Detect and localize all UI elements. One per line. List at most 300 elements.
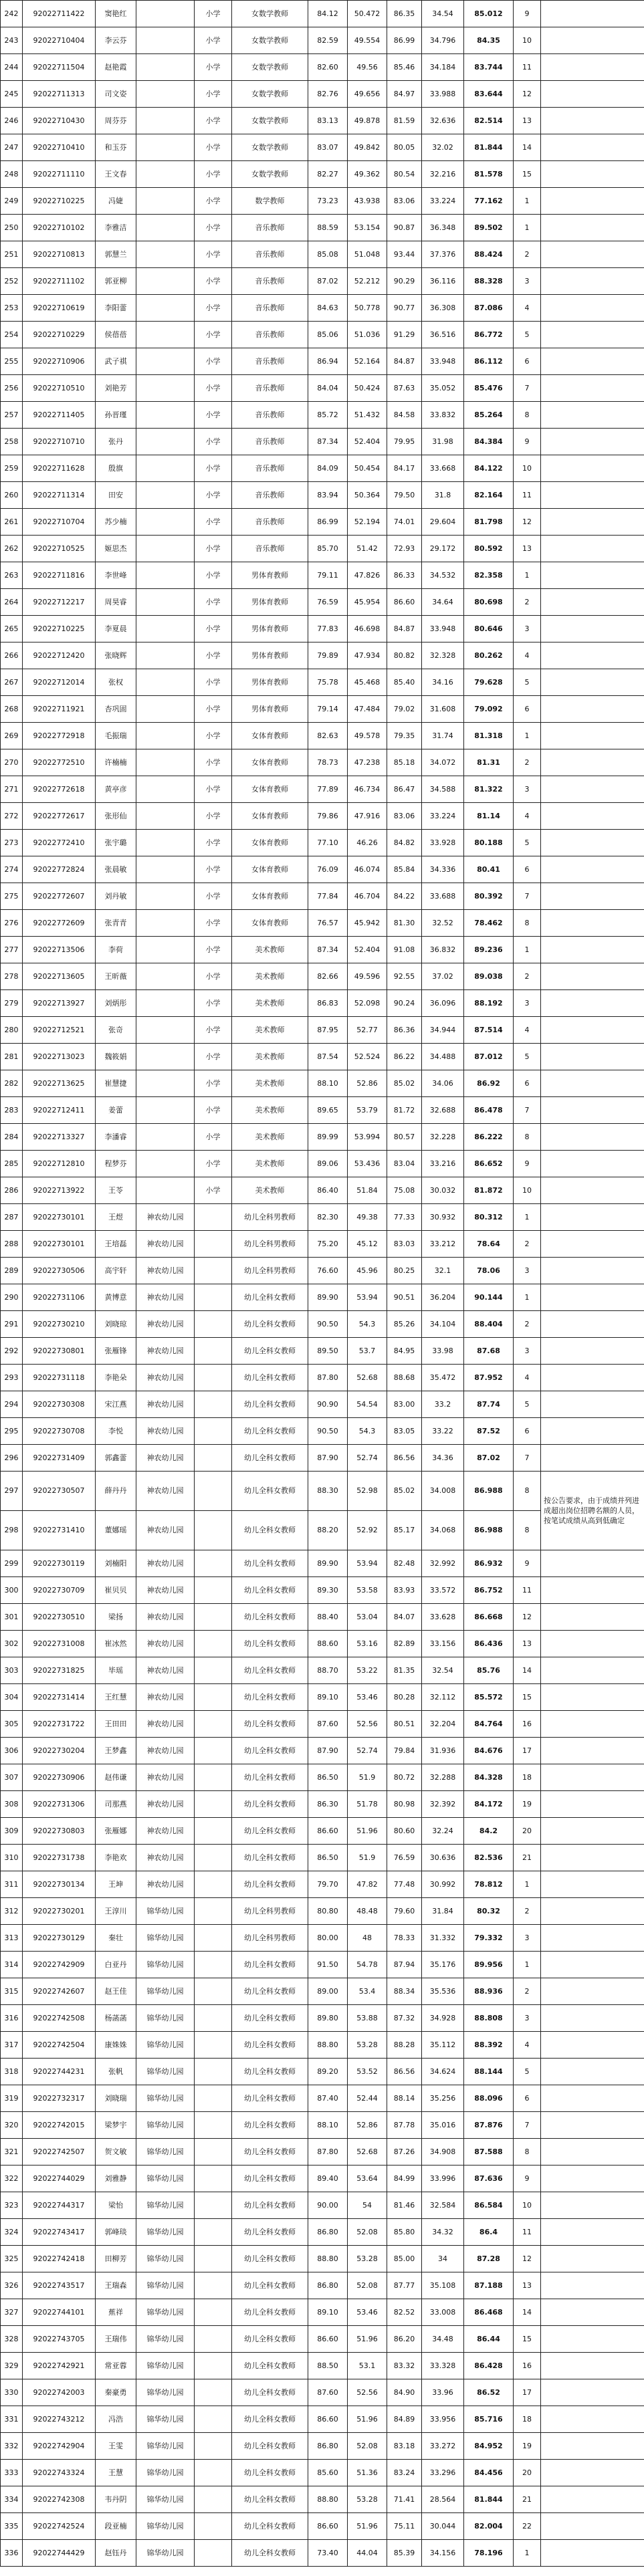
interview-score-cell: 84.58 — [387, 402, 422, 429]
interview-score-cell: 84.99 — [387, 2165, 422, 2192]
school-level-cell: 小学 — [195, 455, 232, 482]
candidate-name-cell: 刘丹敏 — [96, 883, 136, 910]
position-name-cell: 女数学教师 — [232, 108, 308, 134]
interview-score-cell: 83.04 — [387, 1151, 422, 1177]
interview-score-cell: 79.60 — [387, 1898, 422, 1925]
total-score-cell: 86.988 — [464, 1472, 514, 1511]
position-name-cell: 幼儿全科女教师 — [232, 1511, 308, 1550]
rank-cell: 9 — [514, 1151, 541, 1177]
school-name-cell: 锦华幼儿园 — [136, 2246, 195, 2272]
rank-cell: 13 — [514, 108, 541, 134]
school-level-cell: 小学 — [195, 696, 232, 723]
rank-cell: 10 — [514, 1177, 541, 1204]
written-weighted-cell: 52.404 — [348, 937, 387, 963]
total-score-cell: 81.798 — [464, 509, 514, 536]
exam-number-cell: 92022742507 — [23, 2139, 96, 2165]
exam-number-cell: 92022713327 — [23, 1124, 96, 1151]
written-weighted-cell: 47.82 — [348, 1871, 387, 1898]
school-level-cell — [195, 1604, 232, 1631]
remark-cell — [541, 1898, 644, 1925]
remark-cell — [541, 322, 644, 348]
row-index-cell: 257 — [1, 402, 23, 429]
written-score-cell: 90.00 — [308, 2192, 348, 2219]
row-index-cell: 253 — [1, 295, 23, 322]
row-index-cell: 275 — [1, 883, 23, 910]
remark-note-cell: 按公告要求，由于成绩并列进成超出岗位招聘名额的人员，按笔试成绩从高到低确定 — [541, 1472, 644, 1550]
school-level-cell: 小学 — [195, 215, 232, 241]
row-index-cell: 274 — [1, 856, 23, 883]
interview-weighted-cell: 36.516 — [422, 322, 464, 348]
rank-cell: 15 — [514, 1684, 541, 1711]
total-score-cell: 78.812 — [464, 1871, 514, 1898]
table-row — [1, 1631, 644, 1657]
school-level-cell: 小学 — [195, 1177, 232, 1204]
candidate-name-cell: 李荷 — [96, 937, 136, 963]
written-weighted-cell: 49.596 — [348, 963, 387, 990]
school-level-cell — [195, 2353, 232, 2379]
candidate-name-cell: 李云芬 — [96, 27, 136, 54]
table-row — [1, 134, 644, 161]
position-name-cell: 音乐教师 — [232, 215, 308, 241]
candidate-name-cell: 程梦芬 — [96, 1151, 136, 1177]
rank-cell: 9 — [514, 1550, 541, 1577]
position-name-cell: 音乐教师 — [232, 241, 308, 268]
remark-cell — [541, 348, 644, 375]
exam-number-cell: 92022742607 — [23, 1978, 96, 2005]
school-level-cell: 小学 — [195, 108, 232, 134]
interview-weighted-cell: 33.572 — [422, 1577, 464, 1604]
total-score-cell: 81.872 — [464, 1177, 514, 1204]
remark-cell — [541, 2005, 644, 2032]
row-index-cell: 335 — [1, 2513, 23, 2540]
table-row — [1, 1284, 644, 1311]
candidate-name-cell: 张雁锋 — [96, 1338, 136, 1365]
row-index-cell: 327 — [1, 2299, 23, 2326]
school-name-cell — [136, 134, 195, 161]
score-table-body — [1, 1, 644, 2567]
rank-cell: 5 — [514, 2059, 541, 2085]
exam-number-cell: 92022713023 — [23, 1044, 96, 1070]
exam-number-cell: 92022744429 — [23, 2540, 96, 2567]
exam-number-cell: 92022710430 — [23, 108, 96, 134]
position-name-cell: 幼儿全科女教师 — [232, 1738, 308, 1764]
total-score-cell: 78.196 — [464, 2540, 514, 2567]
remark-cell — [541, 1684, 644, 1711]
table-row — [1, 1657, 644, 1684]
exam-number-cell: 92022743417 — [23, 2219, 96, 2246]
rank-cell: 13 — [514, 1631, 541, 1657]
rank-cell: 6 — [514, 1070, 541, 1097]
row-index-cell: 251 — [1, 241, 23, 268]
school-name-cell: 神农幼儿园 — [136, 1871, 195, 1898]
table-row — [1, 2219, 644, 2246]
remark-cell — [541, 2059, 644, 2085]
row-index-cell: 303 — [1, 1657, 23, 1684]
interview-weighted-cell: 34.184 — [422, 54, 464, 81]
rank-cell: 5 — [514, 669, 541, 696]
table-row — [1, 215, 644, 241]
school-level-cell — [195, 2246, 232, 2272]
position-name-cell: 女体育教师 — [232, 749, 308, 776]
interview-score-cell: 86.47 — [387, 776, 422, 803]
interview-weighted-cell: 31.608 — [422, 696, 464, 723]
rank-cell: 7 — [514, 1097, 541, 1124]
interview-score-cell: 87.26 — [387, 2139, 422, 2165]
school-name-cell — [136, 830, 195, 856]
candidate-name-cell: 李夏晨 — [96, 616, 136, 642]
candidate-name-cell: 王昕薇 — [96, 963, 136, 990]
school-level-cell: 小学 — [195, 830, 232, 856]
total-score-cell: 83.744 — [464, 54, 514, 81]
school-name-cell — [136, 375, 195, 402]
school-level-cell: 小学 — [195, 856, 232, 883]
exam-number-cell: 92022710404 — [23, 27, 96, 54]
school-level-cell: 小学 — [195, 322, 232, 348]
remark-cell — [541, 2165, 644, 2192]
remark-cell — [541, 910, 644, 937]
candidate-name-cell: 崔冰然 — [96, 1631, 136, 1657]
remark-cell — [541, 856, 644, 883]
rank-cell: 3 — [514, 1258, 541, 1284]
rank-cell: 12 — [514, 2246, 541, 2272]
row-index-cell: 320 — [1, 2112, 23, 2139]
rank-cell: 10 — [514, 455, 541, 482]
total-score-cell: 88.808 — [464, 2005, 514, 2032]
position-name-cell: 女体育教师 — [232, 830, 308, 856]
rank-cell: 8 — [514, 1472, 541, 1511]
row-index-cell: 280 — [1, 1017, 23, 1044]
position-name-cell: 美术教师 — [232, 1177, 308, 1204]
interview-score-cell: 93.44 — [387, 241, 422, 268]
table-row — [1, 1952, 644, 1978]
rank-cell: 5 — [514, 322, 541, 348]
position-name-cell: 男体育教师 — [232, 616, 308, 642]
written-weighted-cell: 52.74 — [348, 1738, 387, 1764]
written-score-cell: 89.99 — [308, 1124, 348, 1151]
remark-cell — [541, 295, 644, 322]
written-score-cell: 87.60 — [308, 2379, 348, 2406]
total-score-cell: 80.41 — [464, 856, 514, 883]
candidate-name-cell: 李艳欢 — [96, 1845, 136, 1871]
interview-weighted-cell: 34.072 — [422, 749, 464, 776]
exam-number-cell: 92022742418 — [23, 2246, 96, 2272]
written-weighted-cell: 50.424 — [348, 375, 387, 402]
position-name-cell: 女数学教师 — [232, 54, 308, 81]
interview-weighted-cell: 34.54 — [422, 1, 464, 27]
exam-number-cell: 92022732317 — [23, 2085, 96, 2112]
interview-weighted-cell: 32.328 — [422, 642, 464, 669]
written-weighted-cell: 52.098 — [348, 990, 387, 1017]
written-score-cell: 87.34 — [308, 429, 348, 455]
interview-weighted-cell: 33.98 — [422, 1338, 464, 1365]
written-weighted-cell: 51.78 — [348, 1791, 387, 1818]
school-level-cell — [195, 2219, 232, 2246]
interview-score-cell: 86.20 — [387, 2326, 422, 2353]
candidate-name-cell: 王淳川 — [96, 1898, 136, 1925]
written-score-cell: 82.63 — [308, 723, 348, 749]
school-level-cell — [195, 2192, 232, 2219]
candidate-name-cell: 赵王佳 — [96, 1978, 136, 2005]
school-name-cell — [136, 322, 195, 348]
candidate-name-cell: 司文姿 — [96, 81, 136, 108]
written-weighted-cell: 51.9 — [348, 1764, 387, 1791]
interview-score-cell: 84.97 — [387, 81, 422, 108]
total-score-cell: 81.318 — [464, 723, 514, 749]
position-name-cell: 幼儿全科男教师 — [232, 1258, 308, 1284]
exam-number-cell: 92022711422 — [23, 1, 96, 27]
school-name-cell — [136, 295, 195, 322]
rank-cell: 1 — [514, 188, 541, 215]
remark-cell — [541, 1550, 644, 1577]
row-index-cell: 256 — [1, 375, 23, 402]
written-score-cell: 83.94 — [308, 482, 348, 509]
interview-weighted-cell: 34 — [422, 2246, 464, 2272]
written-score-cell: 89.00 — [308, 1978, 348, 2005]
interview-weighted-cell: 33.928 — [422, 830, 464, 856]
interview-weighted-cell: 33.668 — [422, 455, 464, 482]
rank-cell: 5 — [514, 1044, 541, 1070]
table-row — [1, 1604, 644, 1631]
total-score-cell: 86.752 — [464, 1577, 514, 1604]
school-level-cell — [195, 1631, 232, 1657]
written-score-cell: 91.50 — [308, 1952, 348, 1978]
written-weighted-cell: 52.56 — [348, 1711, 387, 1738]
position-name-cell: 音乐教师 — [232, 429, 308, 455]
candidate-name-cell: 王红慧 — [96, 1684, 136, 1711]
written-score-cell: 89.06 — [308, 1151, 348, 1177]
candidate-name-cell: 王培磊 — [96, 1231, 136, 1258]
interview-weighted-cell: 32.54 — [422, 1657, 464, 1684]
total-score-cell: 86.52 — [464, 2379, 514, 2406]
interview-weighted-cell: 32.216 — [422, 161, 464, 188]
total-score-cell: 82.004 — [464, 2513, 514, 2540]
remark-cell — [541, 108, 644, 134]
rank-cell: 1 — [514, 937, 541, 963]
remark-cell — [541, 2192, 644, 2219]
written-weighted-cell: 51.9 — [348, 1845, 387, 1871]
remark-cell — [541, 2299, 644, 2326]
rank-cell: 16 — [514, 2353, 541, 2379]
interview-score-cell: 86.35 — [387, 1, 422, 27]
interview-score-cell: 78.33 — [387, 1925, 422, 1952]
total-score-cell: 78.64 — [464, 1231, 514, 1258]
exam-number-cell: 92022772607 — [23, 883, 96, 910]
table-row — [1, 1418, 644, 1445]
position-name-cell: 幼儿全科女教师 — [232, 2540, 308, 2567]
total-score-cell: 80.312 — [464, 1204, 514, 1231]
remark-cell — [541, 616, 644, 642]
interview-score-cell: 86.60 — [387, 589, 422, 616]
total-score-cell: 87.086 — [464, 295, 514, 322]
row-index-cell: 244 — [1, 54, 23, 81]
school-name-cell: 神农幼儿园 — [136, 1231, 195, 1258]
candidate-name-cell: 高宇轩 — [96, 1258, 136, 1284]
remark-cell — [541, 1577, 644, 1604]
rank-cell: 4 — [514, 295, 541, 322]
row-index-cell: 255 — [1, 348, 23, 375]
written-score-cell: 86.80 — [308, 2219, 348, 2246]
rank-cell: 4 — [514, 2032, 541, 2059]
table-row — [1, 2059, 644, 2085]
candidate-name-cell: 刘艳芳 — [96, 375, 136, 402]
interview-weighted-cell: 34.48 — [422, 2326, 464, 2353]
table-row — [1, 188, 644, 215]
written-score-cell: 86.50 — [308, 1764, 348, 1791]
interview-score-cell: 79.84 — [387, 1738, 422, 1764]
total-score-cell: 89.502 — [464, 215, 514, 241]
interview-weighted-cell: 32.228 — [422, 1124, 464, 1151]
candidate-name-cell: 康姝姝 — [96, 2032, 136, 2059]
candidate-name-cell: 李艳朵 — [96, 1365, 136, 1391]
remark-cell — [541, 1151, 644, 1177]
total-score-cell: 86.988 — [464, 1511, 514, 1550]
interview-score-cell: 86.36 — [387, 1017, 422, 1044]
interview-score-cell: 85.46 — [387, 54, 422, 81]
written-score-cell: 82.76 — [308, 81, 348, 108]
total-score-cell: 86.112 — [464, 348, 514, 375]
remark-cell — [541, 1017, 644, 1044]
row-index-cell: 333 — [1, 2460, 23, 2486]
candidate-name-cell: 郭峰琰 — [96, 2219, 136, 2246]
written-score-cell: 86.30 — [308, 1791, 348, 1818]
remark-cell — [541, 1604, 644, 1631]
interview-weighted-cell: 34.532 — [422, 562, 464, 589]
rank-cell: 8 — [514, 2139, 541, 2165]
interview-weighted-cell: 30.032 — [422, 1177, 464, 1204]
interview-weighted-cell: 34.068 — [422, 1511, 464, 1550]
remark-cell — [541, 1365, 644, 1391]
table-row — [1, 1898, 644, 1925]
rank-cell: 20 — [514, 2460, 541, 2486]
exam-number-cell: 92022744101 — [23, 2299, 96, 2326]
rank-cell: 6 — [514, 2085, 541, 2112]
rank-cell: 15 — [514, 161, 541, 188]
interview-weighted-cell: 29.604 — [422, 509, 464, 536]
rank-cell: 2 — [514, 749, 541, 776]
interview-score-cell: 86.56 — [387, 2059, 422, 2085]
position-name-cell: 音乐教师 — [232, 509, 308, 536]
interview-weighted-cell: 31.98 — [422, 429, 464, 455]
table-row — [1, 776, 644, 803]
exam-number-cell: 92022711405 — [23, 402, 96, 429]
interview-weighted-cell: 33.212 — [422, 1231, 464, 1258]
row-index-cell: 314 — [1, 1952, 23, 1978]
total-score-cell: 88.192 — [464, 990, 514, 1017]
position-name-cell: 女体育教师 — [232, 776, 308, 803]
interview-weighted-cell: 33.216 — [422, 1151, 464, 1177]
interview-weighted-cell: 30.044 — [422, 2513, 464, 2540]
written-weighted-cell: 48 — [348, 1925, 387, 1952]
exam-number-cell: 92022742524 — [23, 2513, 96, 2540]
interview-score-cell: 83.32 — [387, 2353, 422, 2379]
row-index-cell: 284 — [1, 1124, 23, 1151]
total-score-cell: 87.012 — [464, 1044, 514, 1070]
written-weighted-cell: 52.404 — [348, 429, 387, 455]
written-weighted-cell: 51.36 — [348, 2460, 387, 2486]
interview-score-cell: 77.33 — [387, 1204, 422, 1231]
interview-weighted-cell: 35.472 — [422, 1365, 464, 1391]
row-index-cell: 283 — [1, 1097, 23, 1124]
table-row — [1, 1, 644, 27]
interview-score-cell: 85.18 — [387, 749, 422, 776]
written-score-cell: 86.60 — [308, 2326, 348, 2353]
interview-score-cell: 90.24 — [387, 990, 422, 1017]
position-name-cell: 幼儿全科女教师 — [232, 1445, 308, 1472]
table-row — [1, 1871, 644, 1898]
table-row — [1, 2165, 644, 2192]
exam-number-cell: 92022743705 — [23, 2326, 96, 2353]
remark-cell — [541, 2406, 644, 2433]
written-weighted-cell: 53.1 — [348, 2353, 387, 2379]
school-level-cell — [195, 1284, 232, 1311]
interview-score-cell: 88.34 — [387, 1978, 422, 2005]
position-name-cell: 男体育教师 — [232, 562, 308, 589]
school-name-cell — [136, 215, 195, 241]
total-score-cell: 89.956 — [464, 1952, 514, 1978]
exam-number-cell: 92022742015 — [23, 2112, 96, 2139]
school-name-cell — [136, 910, 195, 937]
written-weighted-cell: 46.26 — [348, 830, 387, 856]
written-score-cell: 88.80 — [308, 2486, 348, 2513]
school-name-cell: 神农幼儿园 — [136, 1845, 195, 1871]
remark-cell — [541, 134, 644, 161]
position-name-cell: 幼儿全科女教师 — [232, 2005, 308, 2032]
table-row — [1, 749, 644, 776]
interview-score-cell: 76.59 — [387, 1845, 422, 1871]
written-weighted-cell: 47.238 — [348, 749, 387, 776]
total-score-cell: 87.876 — [464, 2112, 514, 2139]
remark-cell — [541, 589, 644, 616]
interview-weighted-cell: 34.588 — [422, 776, 464, 803]
remark-cell — [541, 1871, 644, 1898]
written-weighted-cell: 50.472 — [348, 1, 387, 27]
school-level-cell: 小学 — [195, 910, 232, 937]
table-row — [1, 1124, 644, 1151]
position-name-cell: 音乐教师 — [232, 348, 308, 375]
total-score-cell: 84.122 — [464, 455, 514, 482]
exam-number-cell: 92022731410 — [23, 1511, 96, 1550]
exam-number-cell: 92022710704 — [23, 509, 96, 536]
table-row — [1, 2032, 644, 2059]
table-row — [1, 2005, 644, 2032]
school-level-cell: 小学 — [195, 723, 232, 749]
interview-weighted-cell: 32.02 — [422, 134, 464, 161]
school-level-cell — [195, 1258, 232, 1284]
exam-number-cell: 92022730906 — [23, 1764, 96, 1791]
interview-weighted-cell: 34.06 — [422, 1070, 464, 1097]
total-score-cell: 84.456 — [464, 2460, 514, 2486]
row-index-cell: 336 — [1, 2540, 23, 2567]
remark-cell — [541, 241, 644, 268]
position-name-cell: 女体育教师 — [232, 856, 308, 883]
school-name-cell: 神农幼儿园 — [136, 1472, 195, 1511]
interview-score-cell: 81.59 — [387, 108, 422, 134]
school-name-cell: 锦华幼儿园 — [136, 2005, 195, 2032]
written-score-cell: 88.60 — [308, 1631, 348, 1657]
school-name-cell: 神农幼儿园 — [136, 1258, 195, 1284]
exam-number-cell: 92022730507 — [23, 1472, 96, 1511]
written-score-cell: 90.50 — [308, 1311, 348, 1338]
candidate-name-cell: 王瑞伟 — [96, 2326, 136, 2353]
school-level-cell — [195, 2085, 232, 2112]
interview-weighted-cell: 31.74 — [422, 723, 464, 749]
position-name-cell: 美术教师 — [232, 1044, 308, 1070]
position-name-cell: 音乐教师 — [232, 375, 308, 402]
interview-score-cell: 83.06 — [387, 188, 422, 215]
table-row — [1, 2299, 644, 2326]
written-weighted-cell: 52.77 — [348, 1017, 387, 1044]
school-level-cell: 小学 — [195, 509, 232, 536]
